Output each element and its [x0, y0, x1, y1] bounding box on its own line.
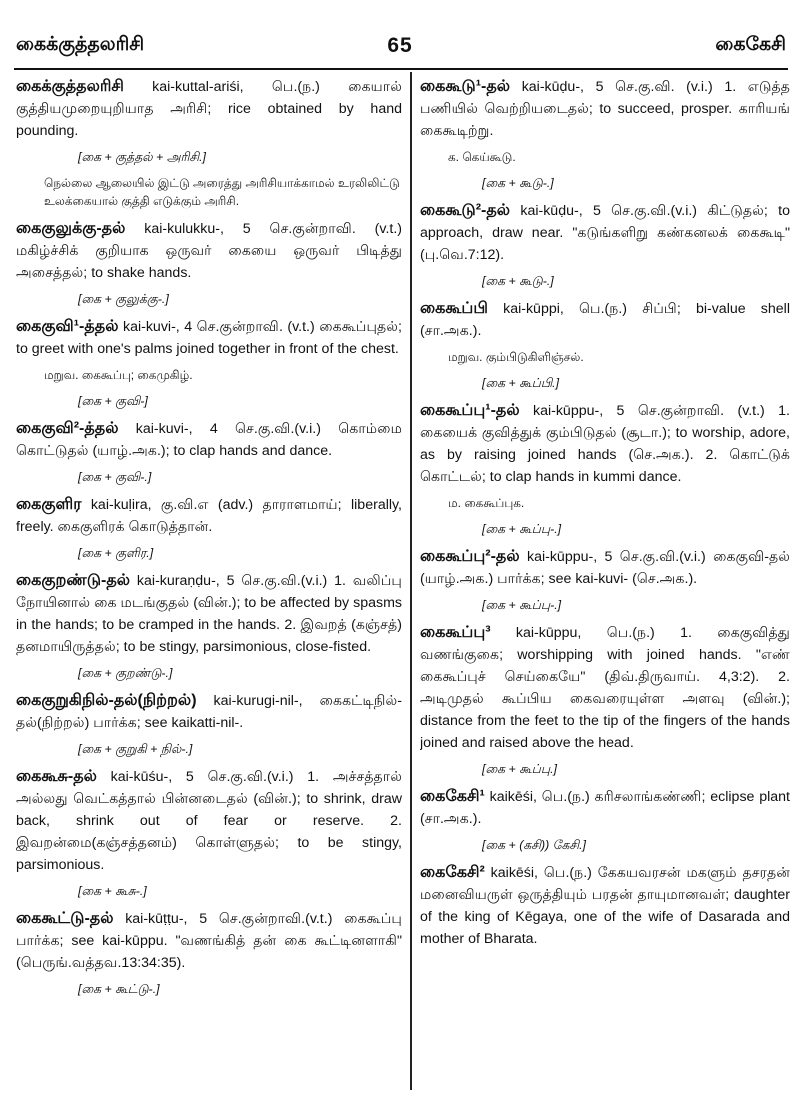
etymology: [கை + குத்தல் + அரிசி.]: [78, 150, 206, 164]
entry-body: kai-kurugi-nil-, கைகட்டிநில்-தல்(நிற்றல்) பார்க்க; see kaikatti-nil-.: [16, 693, 402, 731]
etymology: [கை + கூடு-.]: [482, 176, 554, 190]
dictionary-entry: [420, 546, 790, 590]
dictionary-entry: [16, 316, 402, 360]
etymology: [கை + கூட்டு-.]: [78, 982, 160, 996]
headword: கைகுவி²-த்தல்: [16, 420, 119, 437]
headword: கைகேசி¹: [420, 788, 485, 805]
etymology: [கை + குலுக்கு-.]: [78, 292, 169, 306]
headword: கைகுலுக்கு-தல்: [16, 220, 126, 237]
dictionary-entry: [420, 400, 790, 488]
headword: கைகுளிர: [16, 496, 82, 513]
dictionary-entry: [420, 298, 790, 342]
entry-body: kai-kuvi-, 4 செ.குன்றாவி. (v.t.) கைகூப்புதல்; to greet with one's palms joined together in front of the chest.: [16, 319, 402, 357]
headword: கைக்குத்தலரிசி: [16, 78, 124, 95]
etymology: [கை + குளிர.]: [78, 546, 154, 560]
headword: கைகுவி¹-த்தல்: [16, 318, 119, 335]
dictionary-entry: [420, 200, 790, 266]
entry-body: kai-kūṭṭu-, 5 செ.குன்றாவி.(v.t.) கைகூப்பு பார்க்க; see kai-kūppu. "வணங்கித் தன் கை கூட்டினளாகி" (பெருங்.வத்தவ.13:34:35).: [16, 911, 402, 971]
entry-body: kai-kūppi, பெ.(ந.) சிப்பி; bi-value shell (சா.அக.).: [420, 301, 790, 339]
entry-body: kai-kūśu-, 5 செ.கு.வி.(v.i.) 1. அச்சத்தால் அல்லது வெட்கத்தால் பின்னடைதல் (வின்.); to shrink, draw back, shrink out of fear or reserve. 2. இவறன்மை(கஞ்சத்தனம்) கொள்ளுதல்; to be stingy, parsimonious.: [16, 769, 402, 873]
dictionary-entry: [16, 76, 402, 142]
etymology: [கை + கூப்பு-.]: [482, 598, 562, 612]
dictionary-entry: [420, 862, 790, 950]
entry-body: kai-kuvi-, 4 செ.கு.வி.(v.i.) கொம்மை கொட்டுதல் (யாழ்.அக.); to clap hands and dance.: [16, 421, 402, 459]
entry-body: kai-kūppu-, 5 செ.குன்றாவி. (v.t.) 1. கையைக் குவித்துக் கும்பிடுதல் (சூடா.); to worship, adore, as by raising joined hands (செ.அக.). 2. கொட்டுக் கொட்டல்; to clap hands in kummi dance.: [420, 403, 790, 485]
dictionary-entry: [16, 418, 402, 462]
entry-body: kai-kulukku-, 5 செ.குன்றாவி. (v.t.) மகிழ்ச்சிக் குறியாக ஒருவர் கையை ஒருவர் பிடித்து அசைத்தல்; to shake hands.: [16, 221, 402, 281]
headword: கைகூசு-தல்: [16, 768, 97, 785]
headword: கைகூப்பு³: [420, 624, 491, 641]
dictionary-entry: [16, 570, 402, 658]
left-column: [16, 76, 402, 1090]
dictionary-entry: [16, 908, 402, 974]
etymology: [கை + கூசு-.]: [78, 884, 147, 898]
headword: கைகூப்பு²-தல்: [420, 548, 520, 565]
entry-body: kai-kūppu-, 5 செ.கு.வி.(v.i.) கைகுவி-தல் (யாழ்.அக.) பார்க்க; see kai-kuvi- (செ.அக.).: [420, 549, 790, 587]
etymology: [கை + (கசி)) கேசி.]: [482, 838, 586, 852]
entry-note: மறுவ. கும்பிடுகிளிஞ்சல்.: [448, 350, 584, 364]
running-head-left: கைக்குத்தலரிசி: [16, 34, 145, 55]
etymology: [கை + குறுகி + நில்-.]: [78, 742, 193, 756]
etymology: [கை + குறண்டு-.]: [78, 666, 173, 680]
entry-body: kai-kūḍu-, 5 செ.கு.வி.(v.i.) கிட்டுதல்; to approach, draw near. "கடுங்களிறு கண்கனலக் கைகூடி" (பு.வெ.7:12).: [420, 203, 790, 263]
page-header: [0, 34, 800, 64]
entry-note: க. கெய்கூடு.: [448, 150, 516, 164]
dictionary-entry: [420, 622, 790, 754]
dictionary-entry: [16, 766, 402, 876]
entry-body: kai-kuraṇḍu-, 5 செ.கு.வி.(v.i.) 1. வலிப்பு நோயினால் கை மடங்குதல் (வின்.); to be affected by spasms in the hands; to be cramped in the hands. 2. இவறத் (கஞ்சத்) தனமாயிருத்தல்; to be stingy, parsimonious, close-fisted.: [16, 573, 402, 655]
headword: கைகேசி²: [420, 864, 485, 881]
headword: கைகூடு²-தல்: [420, 202, 511, 219]
entry-body: kai-kūḍu-, 5 செ.கு.வி. (v.i.) 1. எடுத்த பணியில் வெற்றியடைதல்; to succeed, prosper. காரியங் கைகூடிற்று.: [420, 79, 790, 139]
dictionary-entry: [16, 690, 402, 734]
entry-body: kai-kuttal-ariśi, பெ.(ந.) கையால் குத்தியமுறையுறியாத அரிசி; rice obtained by hand pounding.: [16, 79, 402, 139]
etymology: [கை + கூப்பு.]: [482, 762, 557, 776]
etymology: [கை + குவி-]: [78, 394, 148, 408]
headword: கைகுறண்டு-தல்: [16, 572, 131, 589]
entry-note: நெல்லை ஆலையில் இட்டு அரைத்து அரிசியாக்காமல் உரலிலிட்டு உலக்கையால் குத்தி எடுக்கும் அரிசி.: [44, 176, 400, 208]
etymology: [கை + கூப்பி.]: [482, 376, 560, 390]
entry-body: kaikēśi, பெ.(ந.) கேகயவரசன் மகளும் தசரதன் மனைவியருள் ஒருத்தியும் பரதன் தாயுமானவள்; daughter of the king of Kēgaya, one of the wife of Dasarada and mother of Bharata.: [420, 865, 790, 947]
running-head-right: கைகேசி: [715, 34, 786, 55]
headword: கைகூப்பி: [420, 300, 488, 317]
etymology: [கை + கூடு-.]: [482, 274, 554, 288]
column-divider: [410, 72, 412, 1090]
headword: கைகூப்பு¹-தல்: [420, 402, 520, 419]
entry-body: kai-kuḷira, கு.வி.எ (adv.) தாராளமாய்; liberally, freely. கைகுளிரக் கொடுத்தான்.: [16, 497, 402, 535]
headword: கைகூட்டு-தல்: [16, 910, 114, 927]
entry-note: மறுவ. கைகூப்பு; கைமுகிழ்.: [44, 368, 193, 382]
entry-body: kaikēśi, பெ.(ந.) கரிசலாங்கண்ணி; eclipse plant (சா.அக.).: [420, 789, 790, 827]
header-rule: [14, 68, 788, 70]
dictionary-entry: [420, 76, 790, 142]
etymology: [கை + கூப்பு-.]: [482, 522, 562, 536]
right-column: [420, 76, 790, 1090]
dictionary-entry: [16, 494, 402, 538]
page-number: 65: [387, 34, 413, 57]
entry-body: kai-kūppu, பெ.(ந.) 1. கைகுவித்து வணங்குகை; worshipping with joined hands. "எண் கைகூப்புச் செய்கையே" (திவ்.திருவாய். 4,3:2). 2. அடிமுதல் கூப்பிய கைவரையுள்ள அளவு (வின்.); distance from the feet to the tip of the fingers of the hands joined and raised above the head.: [420, 625, 790, 751]
etymology: [கை + குவி-.]: [78, 470, 152, 484]
dictionary-entry: [16, 218, 402, 284]
headword: கைகுறுகிநில்-தல்(நிற்றல்): [16, 692, 197, 709]
headword: கைகூடு¹-தல்: [420, 78, 511, 95]
entry-note: ம. கைகூப்புக.: [448, 496, 525, 510]
dictionary-entry: [420, 786, 790, 830]
